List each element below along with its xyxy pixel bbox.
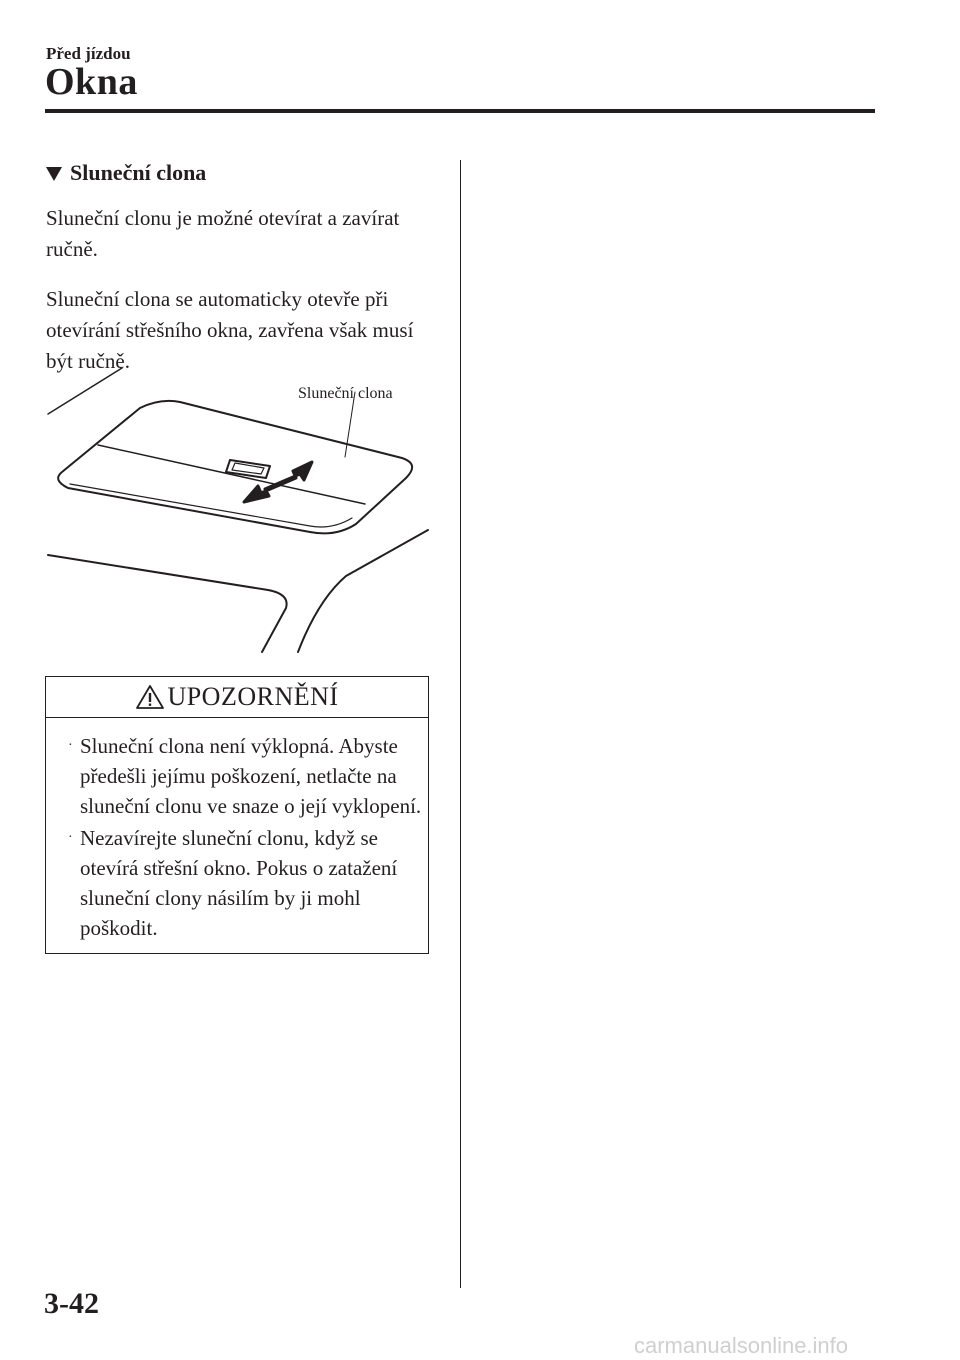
caution-item-text: Sluneční clona není výklopná. Abyste předešli jejímu poškození, netlačte na sluneční clonu ve snaze o její vyklopení.: [80, 734, 422, 818]
subheading: [46, 160, 206, 186]
caution-list: [68, 731, 424, 945]
paragraph-auto-open: Sluneční clona se automaticky otevře při otevírání střešního okna, zavřena však musí být ručně.: [46, 287, 414, 373]
paragraph-manual-operation: Sluneční clonu je možné otevírat a zavírat ručně.: [46, 206, 400, 261]
caution-item-text: Nezavírejte sluneční clonu, když se otevírá střešní okno. Pokus o zatažení sluneční clony násilím by ji mohl poškodit.: [80, 826, 398, 940]
sunshade-illustration: [40, 362, 440, 660]
triangle-down-icon: [46, 167, 62, 181]
caution-header: [46, 677, 428, 718]
sunshade-callout-label: Sluneční clona: [298, 385, 393, 402]
bullet-icon: ·: [68, 830, 73, 845]
section-title: Okna: [45, 61, 138, 103]
caution-title: UPOZORNĚNÍ: [167, 682, 339, 711]
caution-box: [45, 676, 429, 954]
page-number: 3-42: [44, 1287, 99, 1320]
header-rule: [45, 109, 875, 113]
bullet-icon: ·: [68, 738, 73, 753]
subheading-text: Sluneční clona: [70, 160, 207, 185]
caution-item: [68, 731, 424, 821]
caution-item: [68, 823, 424, 943]
column-divider: [460, 160, 461, 1288]
watermark: carmanualsonline.info: [634, 1333, 849, 1358]
warning-icon: [135, 684, 165, 710]
chapter-label: Před jízdou: [46, 44, 131, 63]
